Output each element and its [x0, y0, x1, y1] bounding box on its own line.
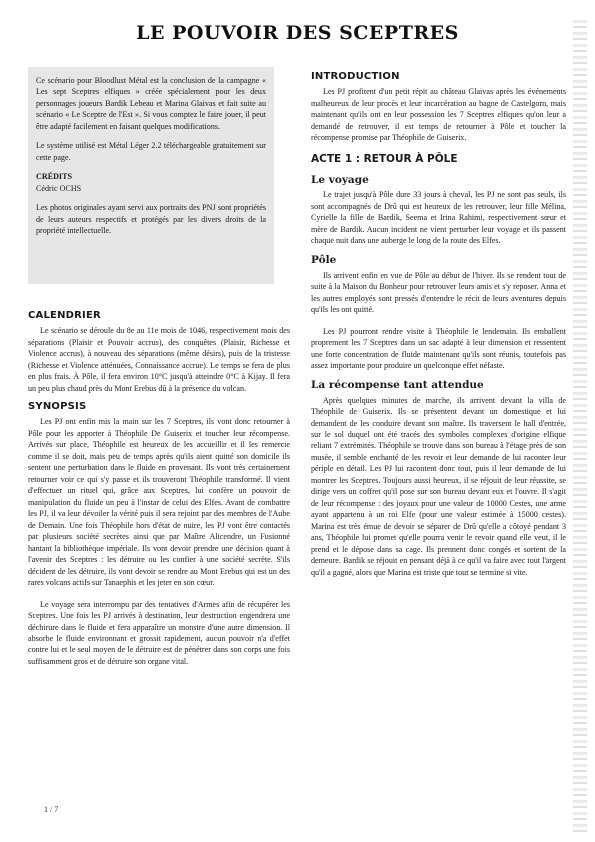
page-number: 1 / 7 [44, 805, 59, 814]
box-photos-text: Les photos originales ayant servi aux portraits des PNJ sont propriétés de leurs auteurs respectifs et protégés par les divers droits de la propriété intellectuelle. [36, 203, 266, 236]
credits-heading: CRÉDITS [36, 172, 72, 182]
intro-box [28, 67, 274, 284]
voyage-text: Le trajet jusqu'à Pôle dure 33 jours à cheval, les PJ ne sont pas seuls, ils sont accompagnés de Drû qui est heureux de les retrouver, leur fille Mélina, Cyrielle la fille de Bardik, Seema et Irina Rahimi, respectivement sœur et mère de Bardik. Aucun incident ne vient perturber leur voyage et ils passent chaque nuit dans une auberge le long de la route des Elfes. [311, 190, 566, 246]
calendrier-text: Le scénario se déroule du 8e au 11e mois de 1046, respectivement mois des séparations (Plaisir et Pouvoir accrus), des conquêtes (Plaisir, Richesse et Violence accrus), à nouveau des séparations (même désirs), puis de la tristesse (Richesse et Violence atténuées, Connaissance accrue). Le temps se fera de plus en plus frais. À Pôle, il fera environ 10°C jusqu'à atteindre 0°C à Kijay. Il fera un peu plus chaud près du Mont Erebus dû à la présence du volcan. [28, 326, 290, 393]
box-intro-text: Ce scénario pour Bloodlust Métal est la conclusion de la campagne « Les sept Sceptres elfiques » créée spécialement pour les deux personnages joueurs Bardik Lebeau et Marina Glaivas et fait suite au scénario « Le Sceptre de l'Est ». Si vous comptez le faire jouer, il peut être adapté facilement en faisant quelques modifications. [36, 76, 266, 131]
left-column [28, 309, 290, 673]
voyage-heading: Le voyage [311, 173, 369, 186]
right-column [311, 70, 566, 584]
acte1-heading: ACTE 1 : RETOUR À PÔLE [311, 152, 458, 165]
page-title: LE POUVOIR DES SCEPTRES [136, 22, 459, 44]
pole-heading: Pôle [311, 253, 337, 266]
recompense-heading: La récompense tant attendue [311, 378, 484, 391]
recompense-text: Après quelques minutes de marche, ils arrivent devant la villa de Théophile de Guiserix. Ils se présentent devant un domestique et lui demandent de les conduire devant son maître. Ils traversent le hall d'entrée, sur le sol duquel ont été tracés des symboles complexes d'origine elfique reliant 7 extrémités. Théophile se trouve dans son bureau à l'étage près de son musée, il semble enchanté de les revoir et leur demande de lui raconter leur périple en détail. Les PJ lui racontent donc tout, puis il leur demande de lui montrer les Sceptres. Toujours aussi heureux, il se réjouit de leur réussite, se dirige vers un coffret qu'il pose sur son bureau devant eux et l'ouvre. Il s'agit de leur récompense : des joyaux pour une valeur de 10000 Cestes, une arme ayant appartenu à un roi Elfe (pour une valeur estimée à 15000 cestes). Marina est très émue de devoir se séparer de Drû qu'elle a côtoyé pendant 3 ans, Théophile lui promet qu'elle pourra venir le revoir quand elle veut, il le prend et le dépose dans sa cage. Ils prennent donc congés et sortent de la demeure. Bardik se réjouit en pensant déjà à ce qu'il va faire avec tout l'argent qu'il a gagné, alors que Marina est triste que tout se termine si vite. [311, 395, 566, 577]
synopsis-p1: Les PJ ont enfin mis la main sur les 7 Sceptres, ils vont donc retourner à Pôle pour les apporter à Théophile De Guiserix et toucher leur récompense. Arrivés sur place, Théophile est heureux de les accueillir et il les remercie comme il se doit, mais peu de temps après qu'ils aient quitté son domicile ils sentent une perturbation dans le fluide en provenant. Ils vont très certainement retourner voir ce qui s'y passe et ils trouveront Théophile transformé. Il vient d'effectuer un rituel qui, grâce aux Sceptres, lui confère un pouvoir de manipulation du fluide un peu à l'instar de celui des Elfes. Avant de combattre les PJ, il va leur dévoiler la vérité puis il sera rejoint par des membres de l'Aube de Demain. Une fois Théophile hors d'état de nuire, les PJ vont être contactés par plusieurs société secrètes ainsi que par Maître Alicendre, un Fusionné hantant la bibliothèque impériale. Ils vont devoir prendre une décision quant à l'avenir des Sceptres : les détruire ou les confier à une société secrète. S'ils décident de les détruire, ils vont devoir se rendre au Mont Erebus qui est un des rares volcans actifs sur Tanaephis et les jeter en son cœur. [28, 417, 290, 588]
credits-name: Cédric OCHS [36, 183, 82, 193]
synopsis-p2: Le voyage sera interrompu par des tentatives d'Armes afin de récupérer les Sceptres. Une fois les PJ arrivés à destination, leur destruction engendrera une déchirure dans le fluide et fera apparaître un monstre d'une autre dimension. Il absorbe le fluide environnant et grossit rapidement, aucun pouvoir n'a d'effet contre lui et le seul moyen de le détruire est de pénétrer dans son corps une fois suffisamment gros et de détruire son organe vital. [28, 599, 290, 666]
calendrier-heading: CALENDRIER [28, 310, 101, 321]
introduction-heading: INTRODUCTION [311, 71, 400, 82]
decorative-border [573, 20, 587, 835]
synopsis-heading: SYNOPSIS [28, 401, 87, 413]
pole-p1: Ils arrivent enfin en vue de Pôle au début de l'hiver. Ils se rendent tout de suite à la Maison du Bonheur pour retrouver leurs amis et s'y reposer. Anna et les autres employés sont pressés d'entendre le récit de leurs aventures depuis qu'ils les ont quitté. [311, 270, 566, 315]
pole-p2: Les PJ pourront rendre visite à Théophile le lendemain. Ils emballent proprement les 7 Sceptres dans un sac adapté à leur dimension et ressentent une forte concentration de fluide maintenant qu'ils sont réunis, toutefois pas assez importante pour produire un quelconque effet néfaste. [311, 326, 566, 371]
box-system-text: Le système utilisé est Métal Léger 2.2 téléchargeable gratuitement sur cette page. [36, 141, 266, 162]
introduction-text: Les PJ profitent d'un petit répit au château Glaivas après les événements malheureux de leur procès et leur incarcération au bagne de Castelgorn, mais maintenant qu'ils ont en leur possession les 7 Sceptres elfiques qu'on leur a demandé de retrouver, il est temps de retourner à Pôle et toucher la récompense promise par Théophile de Guiserix. [311, 87, 566, 143]
